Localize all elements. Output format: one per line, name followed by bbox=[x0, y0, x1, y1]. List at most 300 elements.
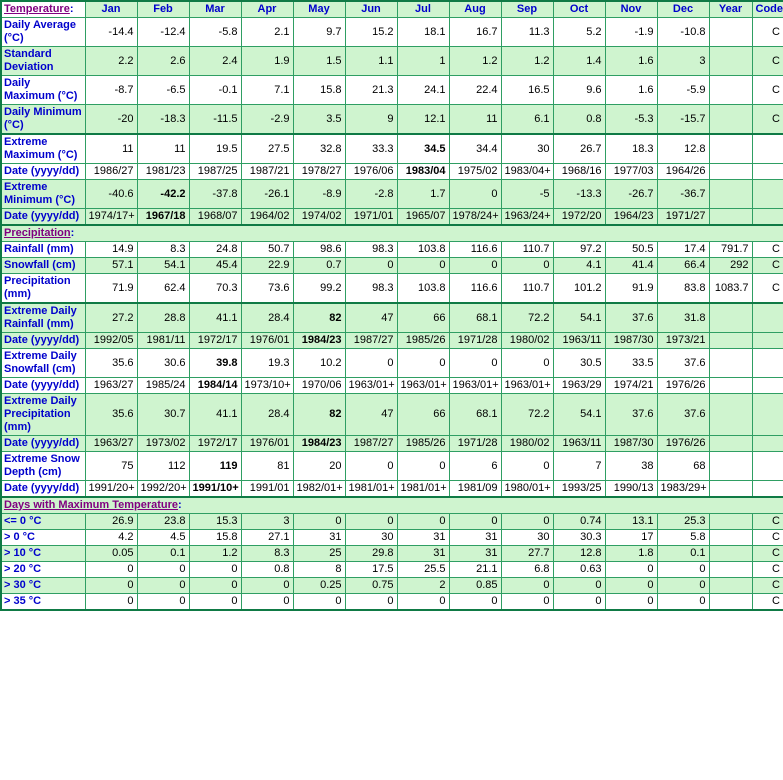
data-cell: 15.3 bbox=[189, 514, 241, 530]
data-cell: 0 bbox=[397, 594, 449, 611]
data-cell: 1963/11 bbox=[553, 333, 605, 349]
column-header-dec: Dec bbox=[657, 1, 709, 18]
days-with-maximum-temperature-section-link[interactable]: Days with Maximum Temperature bbox=[4, 499, 179, 511]
data-cell: 1 bbox=[397, 47, 449, 76]
data-cell: 47 bbox=[345, 303, 397, 333]
data-cell: 30.7 bbox=[137, 394, 189, 436]
colon: : bbox=[69, 3, 74, 15]
data-cell: 19.5 bbox=[189, 134, 241, 164]
data-cell: 82 bbox=[293, 303, 345, 333]
data-cell: 54.1 bbox=[553, 394, 605, 436]
data-cell: 0 bbox=[397, 258, 449, 274]
data-cell: 31 bbox=[449, 530, 501, 546]
data-cell: 81 bbox=[241, 452, 293, 481]
data-cell: 1972/17 bbox=[189, 333, 241, 349]
data-cell: 11 bbox=[449, 105, 501, 135]
year-cell bbox=[709, 546, 752, 562]
data-cell: 9.6 bbox=[553, 76, 605, 105]
data-cell: -13.3 bbox=[553, 180, 605, 209]
data-cell: 33.5 bbox=[605, 349, 657, 378]
column-header-mar: Mar bbox=[189, 1, 241, 18]
table-row-extreme-maximum bbox=[1, 134, 783, 164]
temperature-section-cell bbox=[1, 1, 85, 18]
data-cell: 1.8 bbox=[605, 546, 657, 562]
data-cell: 91.9 bbox=[605, 274, 657, 304]
data-cell: 0.8 bbox=[241, 562, 293, 578]
colon: : bbox=[178, 499, 182, 511]
data-cell: 25 bbox=[293, 546, 345, 562]
data-cell: 2.4 bbox=[189, 47, 241, 76]
data-cell: 0 bbox=[345, 514, 397, 530]
year-cell bbox=[709, 452, 752, 481]
data-cell: 0.8 bbox=[553, 105, 605, 135]
data-cell: 1968/07 bbox=[189, 209, 241, 226]
data-cell: 71.9 bbox=[85, 274, 137, 304]
data-cell: -20 bbox=[85, 105, 137, 135]
year-cell: 791.7 bbox=[709, 242, 752, 258]
table-row-daily-minimum bbox=[1, 105, 783, 135]
year-cell bbox=[709, 18, 752, 47]
data-cell: 1.7 bbox=[397, 180, 449, 209]
data-cell: 1971/27 bbox=[657, 209, 709, 226]
data-cell: -6.5 bbox=[137, 76, 189, 105]
data-cell: 0 bbox=[345, 349, 397, 378]
data-cell: 73.6 bbox=[241, 274, 293, 304]
data-cell: -5.8 bbox=[189, 18, 241, 47]
code-cell: C bbox=[752, 76, 783, 105]
table-row-extreme-daily-snowfall bbox=[1, 349, 783, 378]
code-cell: C bbox=[752, 242, 783, 258]
data-cell: -5.3 bbox=[605, 105, 657, 135]
column-header-nov: Nov bbox=[605, 1, 657, 18]
data-cell: 68.1 bbox=[449, 394, 501, 436]
data-cell: 1963/11 bbox=[553, 436, 605, 452]
data-cell: 0 bbox=[345, 258, 397, 274]
row-label: <= 0 °C bbox=[1, 514, 85, 530]
data-cell: 1967/18 bbox=[137, 209, 189, 226]
table-row-days-max-gt-30 bbox=[1, 578, 783, 594]
data-cell: 13.1 bbox=[605, 514, 657, 530]
data-cell: 1978/27 bbox=[293, 164, 345, 180]
year-cell bbox=[709, 514, 752, 530]
data-cell: -5.9 bbox=[657, 76, 709, 105]
data-cell: 1974/02 bbox=[293, 209, 345, 226]
data-cell: 1963/27 bbox=[85, 436, 137, 452]
data-cell: 0 bbox=[605, 578, 657, 594]
code-cell bbox=[752, 180, 783, 209]
column-header-code: Code bbox=[752, 1, 783, 18]
data-cell: 19.3 bbox=[241, 349, 293, 378]
data-cell: 31 bbox=[397, 546, 449, 562]
data-cell: 4.1 bbox=[553, 258, 605, 274]
data-cell: 1968/16 bbox=[553, 164, 605, 180]
table-header-row bbox=[1, 1, 783, 18]
data-cell: 0 bbox=[189, 594, 241, 611]
row-label: Date (yyyy/dd) bbox=[1, 481, 85, 498]
data-cell: 103.8 bbox=[397, 274, 449, 304]
code-cell bbox=[752, 134, 783, 164]
table-body bbox=[1, 1, 783, 610]
data-cell: 112 bbox=[137, 452, 189, 481]
data-cell: 0.63 bbox=[553, 562, 605, 578]
data-cell: -8.9 bbox=[293, 180, 345, 209]
data-cell: 11.3 bbox=[501, 18, 553, 47]
data-cell: 1983/04 bbox=[397, 164, 449, 180]
row-label: Date (yyyy/dd) bbox=[1, 164, 85, 180]
data-cell: 1987/27 bbox=[345, 436, 397, 452]
year-cell bbox=[709, 76, 752, 105]
row-label: > 0 °C bbox=[1, 530, 85, 546]
data-cell: 98.3 bbox=[345, 274, 397, 304]
data-cell: 2.2 bbox=[85, 47, 137, 76]
data-cell: 35.6 bbox=[85, 349, 137, 378]
code-cell: C bbox=[752, 274, 783, 304]
code-cell: C bbox=[752, 105, 783, 135]
data-cell: -12.4 bbox=[137, 18, 189, 47]
data-cell: 1990/13 bbox=[605, 481, 657, 498]
year-cell bbox=[709, 209, 752, 226]
data-cell: 1987/30 bbox=[605, 436, 657, 452]
data-cell: 1971/28 bbox=[449, 436, 501, 452]
data-cell: 1972/17 bbox=[189, 436, 241, 452]
data-cell: 1.1 bbox=[345, 47, 397, 76]
data-cell: 0 bbox=[501, 514, 553, 530]
data-cell: 6 bbox=[449, 452, 501, 481]
year-cell bbox=[709, 303, 752, 333]
table-row-extreme-snow-depth-date bbox=[1, 481, 783, 498]
data-cell: 17.4 bbox=[657, 242, 709, 258]
data-cell: 1.4 bbox=[553, 47, 605, 76]
days-with-maximum-temperature-section-cell bbox=[1, 497, 783, 514]
data-cell: 1.9 bbox=[241, 47, 293, 76]
data-cell: 0 bbox=[657, 594, 709, 611]
data-cell: 66.4 bbox=[657, 258, 709, 274]
data-cell: 21.3 bbox=[345, 76, 397, 105]
data-cell: 0 bbox=[501, 578, 553, 594]
data-cell: 6.8 bbox=[501, 562, 553, 578]
precipitation-section-row bbox=[1, 225, 783, 242]
data-cell: 31 bbox=[293, 530, 345, 546]
year-cell: 1083.7 bbox=[709, 274, 752, 304]
code-cell bbox=[752, 164, 783, 180]
data-cell: 1965/07 bbox=[397, 209, 449, 226]
data-cell: 0.74 bbox=[553, 514, 605, 530]
data-cell: 1976/26 bbox=[657, 436, 709, 452]
precipitation-section-cell bbox=[1, 225, 783, 242]
precipitation-section-link[interactable]: Precipitation bbox=[4, 227, 71, 239]
row-label: Snowfall (cm) bbox=[1, 258, 85, 274]
data-cell: 0 bbox=[449, 258, 501, 274]
data-cell: 1.6 bbox=[605, 47, 657, 76]
data-cell: 0 bbox=[189, 578, 241, 594]
data-cell: 1991/01 bbox=[241, 481, 293, 498]
data-cell: 1984/23 bbox=[293, 333, 345, 349]
data-cell: 1986/27 bbox=[85, 164, 137, 180]
data-cell: 1981/01+ bbox=[345, 481, 397, 498]
data-cell: 0.1 bbox=[137, 546, 189, 562]
data-cell: 1992/20+ bbox=[137, 481, 189, 498]
table-row-extreme-maximum-date bbox=[1, 164, 783, 180]
data-cell: 1983/04+ bbox=[501, 164, 553, 180]
data-cell: 0 bbox=[397, 452, 449, 481]
data-cell: 31 bbox=[449, 546, 501, 562]
row-label: > 35 °C bbox=[1, 594, 85, 611]
column-header-feb: Feb bbox=[137, 1, 189, 18]
data-cell: 12.1 bbox=[397, 105, 449, 135]
data-cell: 0 bbox=[553, 594, 605, 611]
data-cell: 1964/26 bbox=[657, 164, 709, 180]
data-cell: 3 bbox=[657, 47, 709, 76]
data-cell: 45.4 bbox=[189, 258, 241, 274]
temperature-section-link[interactable]: Temperature bbox=[4, 3, 70, 15]
data-cell: 97.2 bbox=[553, 242, 605, 258]
table-row-extreme-daily-precipitation-date bbox=[1, 436, 783, 452]
data-cell: 0 bbox=[345, 452, 397, 481]
data-cell: 0 bbox=[501, 594, 553, 611]
year-cell bbox=[709, 594, 752, 611]
data-cell: 1977/03 bbox=[605, 164, 657, 180]
colon: : bbox=[70, 227, 75, 239]
data-cell: 18.3 bbox=[605, 134, 657, 164]
table-row-daily-average bbox=[1, 18, 783, 47]
data-cell: 22.4 bbox=[449, 76, 501, 105]
row-label: Date (yyyy/dd) bbox=[1, 436, 85, 452]
data-cell: 15.8 bbox=[293, 76, 345, 105]
year-cell bbox=[709, 47, 752, 76]
data-cell: 1972/20 bbox=[553, 209, 605, 226]
data-cell: 14.9 bbox=[85, 242, 137, 258]
data-cell: 1987/25 bbox=[189, 164, 241, 180]
data-cell: 57.1 bbox=[85, 258, 137, 274]
data-cell: 1973/21 bbox=[657, 333, 709, 349]
year-cell bbox=[709, 436, 752, 452]
data-cell: 1981/11 bbox=[137, 333, 189, 349]
data-cell: 18.1 bbox=[397, 18, 449, 47]
data-cell: 34.5 bbox=[397, 134, 449, 164]
data-cell: 0 bbox=[137, 562, 189, 578]
data-cell: 0 bbox=[85, 594, 137, 611]
data-cell: 0 bbox=[501, 452, 553, 481]
data-cell: -10.8 bbox=[657, 18, 709, 47]
data-cell: 41.4 bbox=[605, 258, 657, 274]
code-cell: C bbox=[752, 562, 783, 578]
data-cell: -14.4 bbox=[85, 18, 137, 47]
table-row-rainfall bbox=[1, 242, 783, 258]
data-cell: -0.1 bbox=[189, 76, 241, 105]
data-cell: 27.5 bbox=[241, 134, 293, 164]
data-cell: 0.25 bbox=[293, 578, 345, 594]
year-cell bbox=[709, 164, 752, 180]
data-cell: 1964/23 bbox=[605, 209, 657, 226]
data-cell: 27.2 bbox=[85, 303, 137, 333]
data-cell: 0 bbox=[293, 594, 345, 611]
table-row-days-max-gt-10 bbox=[1, 546, 783, 562]
data-cell: 0 bbox=[241, 594, 293, 611]
data-cell: -2.9 bbox=[241, 105, 293, 135]
code-cell bbox=[752, 394, 783, 436]
data-cell: 31.8 bbox=[657, 303, 709, 333]
data-cell: 1.6 bbox=[605, 76, 657, 105]
data-cell: 37.6 bbox=[605, 303, 657, 333]
data-cell: 12.8 bbox=[657, 134, 709, 164]
year-cell bbox=[709, 530, 752, 546]
row-label: Date (yyyy/dd) bbox=[1, 378, 85, 394]
column-header-apr: Apr bbox=[241, 1, 293, 18]
year-cell bbox=[709, 134, 752, 164]
data-cell: -36.7 bbox=[657, 180, 709, 209]
data-cell: 72.2 bbox=[501, 394, 553, 436]
code-cell bbox=[752, 378, 783, 394]
row-label: > 20 °C bbox=[1, 562, 85, 578]
data-cell: 22.9 bbox=[241, 258, 293, 274]
row-label: Daily Minimum (°C) bbox=[1, 105, 85, 135]
data-cell: 5.2 bbox=[553, 18, 605, 47]
data-cell: 7 bbox=[553, 452, 605, 481]
code-cell bbox=[752, 349, 783, 378]
row-label: Standard Deviation bbox=[1, 47, 85, 76]
data-cell: 1982/01+ bbox=[293, 481, 345, 498]
data-cell: 8 bbox=[293, 562, 345, 578]
data-cell: 83.8 bbox=[657, 274, 709, 304]
year-cell bbox=[709, 378, 752, 394]
row-label: Date (yyyy/dd) bbox=[1, 333, 85, 349]
data-cell: 1.2 bbox=[449, 47, 501, 76]
data-cell: 11 bbox=[85, 134, 137, 164]
year-cell: 292 bbox=[709, 258, 752, 274]
row-label: Daily Average (°C) bbox=[1, 18, 85, 47]
data-cell: 68 bbox=[657, 452, 709, 481]
year-cell bbox=[709, 562, 752, 578]
data-cell: 9 bbox=[345, 105, 397, 135]
data-cell: 0 bbox=[657, 578, 709, 594]
data-cell: 0.75 bbox=[345, 578, 397, 594]
table-row-standard-deviation bbox=[1, 47, 783, 76]
data-cell: 3.5 bbox=[293, 105, 345, 135]
data-cell: 9.7 bbox=[293, 18, 345, 47]
data-cell: 1980/01+ bbox=[501, 481, 553, 498]
column-header-jan: Jan bbox=[85, 1, 137, 18]
row-label: Daily Maximum (°C) bbox=[1, 76, 85, 105]
data-cell: 11 bbox=[137, 134, 189, 164]
data-cell: 0 bbox=[449, 349, 501, 378]
data-cell: 21.1 bbox=[449, 562, 501, 578]
year-cell bbox=[709, 578, 752, 594]
data-cell: 68.1 bbox=[449, 303, 501, 333]
data-cell: 1.5 bbox=[293, 47, 345, 76]
data-cell: 2 bbox=[397, 578, 449, 594]
data-cell: 110.7 bbox=[501, 242, 553, 258]
data-cell: 1.2 bbox=[189, 546, 241, 562]
data-cell: 0 bbox=[501, 258, 553, 274]
data-cell: 29.8 bbox=[345, 546, 397, 562]
data-cell: 62.4 bbox=[137, 274, 189, 304]
code-cell: C bbox=[752, 530, 783, 546]
data-cell: 35.6 bbox=[85, 394, 137, 436]
data-cell: 1985/26 bbox=[397, 436, 449, 452]
data-cell: 0 bbox=[449, 180, 501, 209]
data-cell: 1981/09 bbox=[449, 481, 501, 498]
column-header-may: May bbox=[293, 1, 345, 18]
data-cell: 4.5 bbox=[137, 530, 189, 546]
data-cell: 8.3 bbox=[137, 242, 189, 258]
column-header-sep: Sep bbox=[501, 1, 553, 18]
data-cell: 7.1 bbox=[241, 76, 293, 105]
data-cell: 1971/01 bbox=[345, 209, 397, 226]
data-cell: 0 bbox=[293, 514, 345, 530]
data-cell: 10.2 bbox=[293, 349, 345, 378]
data-cell: 110.7 bbox=[501, 274, 553, 304]
data-cell: 1974/21 bbox=[605, 378, 657, 394]
data-cell: 1987/27 bbox=[345, 333, 397, 349]
data-cell: 50.7 bbox=[241, 242, 293, 258]
data-cell: 1993/25 bbox=[553, 481, 605, 498]
data-cell: 37.6 bbox=[605, 394, 657, 436]
data-cell: 38 bbox=[605, 452, 657, 481]
data-cell: 103.8 bbox=[397, 242, 449, 258]
data-cell: 54.1 bbox=[553, 303, 605, 333]
table-row-days-max-gt-35 bbox=[1, 594, 783, 611]
table-row-daily-maximum bbox=[1, 76, 783, 105]
data-cell: 98.6 bbox=[293, 242, 345, 258]
table-row-days-max-gt-20 bbox=[1, 562, 783, 578]
data-cell: 1981/01+ bbox=[397, 481, 449, 498]
data-cell: 0 bbox=[345, 594, 397, 611]
table-row-extreme-minimum bbox=[1, 180, 783, 209]
data-cell: 1963/29 bbox=[553, 378, 605, 394]
code-cell: C bbox=[752, 578, 783, 594]
data-cell: 1973/10+ bbox=[241, 378, 293, 394]
data-cell: 2.1 bbox=[241, 18, 293, 47]
data-cell: -26.1 bbox=[241, 180, 293, 209]
data-cell: 1976/06 bbox=[345, 164, 397, 180]
data-cell: 1963/24+ bbox=[501, 209, 553, 226]
code-cell bbox=[752, 452, 783, 481]
table-row-extreme-daily-snowfall-date bbox=[1, 378, 783, 394]
data-cell: 0 bbox=[85, 578, 137, 594]
data-cell: 28.4 bbox=[241, 394, 293, 436]
data-cell: 72.2 bbox=[501, 303, 553, 333]
data-cell: 34.4 bbox=[449, 134, 501, 164]
year-cell bbox=[709, 481, 752, 498]
data-cell: 0 bbox=[397, 349, 449, 378]
data-cell: 41.1 bbox=[189, 303, 241, 333]
data-cell: 8.3 bbox=[241, 546, 293, 562]
data-cell: 47 bbox=[345, 394, 397, 436]
code-cell bbox=[752, 481, 783, 498]
column-header-year: Year bbox=[709, 1, 752, 18]
data-cell: 0.05 bbox=[85, 546, 137, 562]
data-cell: 6.1 bbox=[501, 105, 553, 135]
table-row-extreme-daily-rainfall bbox=[1, 303, 783, 333]
data-cell: 1980/02 bbox=[501, 436, 553, 452]
data-cell: 1963/01+ bbox=[345, 378, 397, 394]
row-label: Date (yyyy/dd) bbox=[1, 209, 85, 226]
year-cell bbox=[709, 180, 752, 209]
data-cell: 0.1 bbox=[657, 546, 709, 562]
data-cell: 25.3 bbox=[657, 514, 709, 530]
data-cell: -40.6 bbox=[85, 180, 137, 209]
data-cell: 0 bbox=[553, 578, 605, 594]
data-cell: -1.9 bbox=[605, 18, 657, 47]
data-cell: 26.9 bbox=[85, 514, 137, 530]
table-row-extreme-minimum-date bbox=[1, 209, 783, 226]
data-cell: 37.6 bbox=[657, 349, 709, 378]
column-header-oct: Oct bbox=[553, 1, 605, 18]
data-cell: 0 bbox=[241, 578, 293, 594]
data-cell: -2.8 bbox=[345, 180, 397, 209]
row-label: Extreme Daily Snowfall (cm) bbox=[1, 349, 85, 378]
data-cell: 0 bbox=[137, 594, 189, 611]
